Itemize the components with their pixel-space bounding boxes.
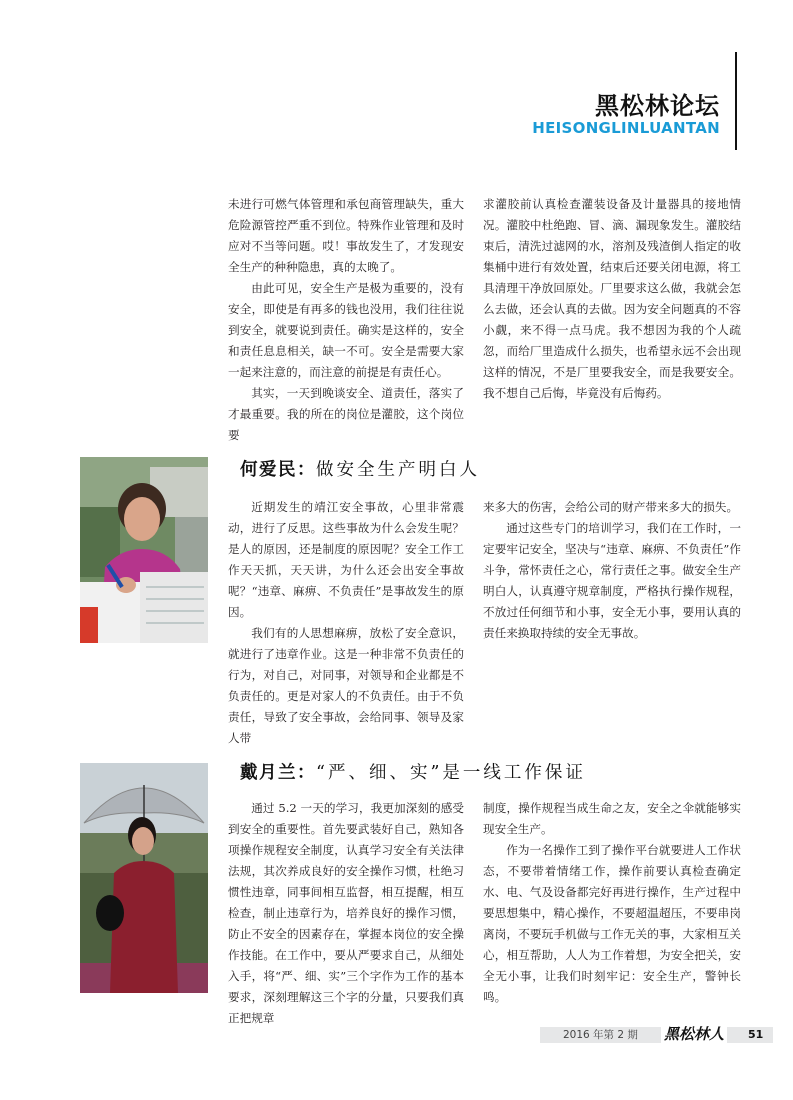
paragraph: 作为一名操作工到了操作平台就要进人工作状态，不要带着情绪工作，操作前要认真检查确定水、电、气及设备都完好再进行操作，生产过程中要思想集中，精心操作，不要超温超压，不要串岗离岗，不要玩手机做与工作无关的事，大家相互关心，相互帮助，人人为工作着想，为安全把关，安全无小事，让我们时刻牢记：安全生产，警钟长鸣。: [483, 843, 741, 1004]
paragraph: 制度，操作规程当成生命之友，安全之伞就能够实现安全生产。: [483, 801, 741, 836]
paragraph: 其实，一天到晚谈安全、道责任，落实了才最重要。我的所在的岗位是灌胶，这个岗位要: [228, 386, 464, 442]
paragraph: 通过这些专门的培训学习，我们在工作时，一定要牢记安全，坚决与“违章、麻痹、不负责任”作斗争，常怀责任之心，常行责任之事。做安全生产明白人，认真遵守规章制度，严格执行操作规程，不放过任何细节和小事，安全无小事，要用认真的责任来换取持续的安全无事故。: [483, 521, 741, 640]
section1-title: [240, 456, 480, 481]
section2-topic: “严、细、实”是一线工作保证: [316, 763, 586, 783]
paragraph: 近期发生的靖江安全事故，心里非常震动，进行了反思。这些事故为什么会发生呢？是人的原因，还是制度的原因呢？安全工作工作天天抓，天天讲，为什么还会出安全事故呢？“违章、麻痹、不负责任”是事故发生的原因。: [228, 500, 464, 619]
paragraph: 通过 5.2 一天的学习，我更加深刻的感受到安全的重要性。首先要武装好自己，熟知各项操作规程安全制度，认真学习安全有关法律法规，其次养成良好的安全操作习惯，杜绝习惯性违章，同事间相互监督，相互提醒，相互检查，制止违章行为，培养良好的操作习惯，防止不安全的因素存在，掌握本岗位的安全操作技能。在工作中，要从严要求自己，从细处入手，将“严、细、实”三个字作为工作的基本要求，深刻理解这三个字的分量，只要我们真正把规章: [228, 801, 464, 1025]
portrait-he-aimin-image: [80, 457, 208, 643]
section2-title: [240, 759, 586, 784]
section0-right-column: [483, 194, 741, 446]
section2-left-column: [228, 798, 464, 1025]
magazine-logo: 黑松林人: [661, 1022, 727, 1046]
paragraph: 未进行可燃气体管理和承包商管理缺失，重大危险源管控严重不到位。特殊作业管理和及时应对不当等问题。哎！事故发生了，才发现安全生产的种种隐患，真的太晚了。: [228, 197, 464, 274]
section2-right-column: [483, 798, 741, 1008]
header-divider: [735, 52, 737, 150]
section0-left-column: [228, 194, 464, 446]
section1-author: 何爱民：: [240, 460, 316, 480]
section1-topic: 做安全生产明白人: [316, 460, 480, 480]
portrait-photo-he-aimin: [80, 457, 208, 643]
column-subtitle: HEISONGLINLUANTAN: [532, 119, 720, 137]
section1-right-column: [483, 497, 741, 707]
paragraph: 来多大的伤害，会给公司的财产带来多大的损失。: [483, 500, 739, 514]
paragraph: 求灌胶前认真检查灌装设备及计量器具的接地情况。灌胶中杜绝跑、冒、滴、漏现象发生。灌胶结束后，清洗过滤网的水，溶剂及残渣倒人指定的收集桶中进行有效处置，结束后还要关闭电源，将工具清理干净放回原处。厂里要求这么做，我就会怎么去做，还会认真的去做。因为安全问题真的不容小觑，来不得一点马虎。我不想因为我的个人疏忽，而给厂里造成什么损失，也希望永远不会出现这样的情况，不是厂里要我安全，而是我要安全。我不想自己后悔，毕竟没有后悔药。: [483, 197, 741, 400]
portrait-dai-yuelan-image: [80, 763, 208, 993]
issue-label: 2016 年第 2 期: [563, 1029, 638, 1041]
section1-left-column: [228, 497, 464, 745]
page-number: 51: [748, 1028, 764, 1041]
portrait-photo-dai-yuelan: [80, 763, 208, 993]
section2-author: 戴月兰：: [240, 763, 316, 783]
column-title: 黑松林论坛: [595, 92, 720, 120]
paragraph: 由此可见，安全生产是极为重要的，没有安全，即使是有再多的钱也没用，我们往往说到安全，就要说到责任。确实是这样的，安全和责任息息相关，缺一不可。安全是需要大家一起来注意的，而注意的前提是有责任心。: [228, 281, 464, 379]
paragraph: 我们有的人思想麻痹，放松了安全意识，就进行了违章作业。这是一种非常不负责任的行为，对自己，对同事，对领导和企业都是不负责任的。更是对家人的不负责任。由于不负责任，导致了安全事故，会给同事、领导及家人带: [228, 626, 464, 745]
